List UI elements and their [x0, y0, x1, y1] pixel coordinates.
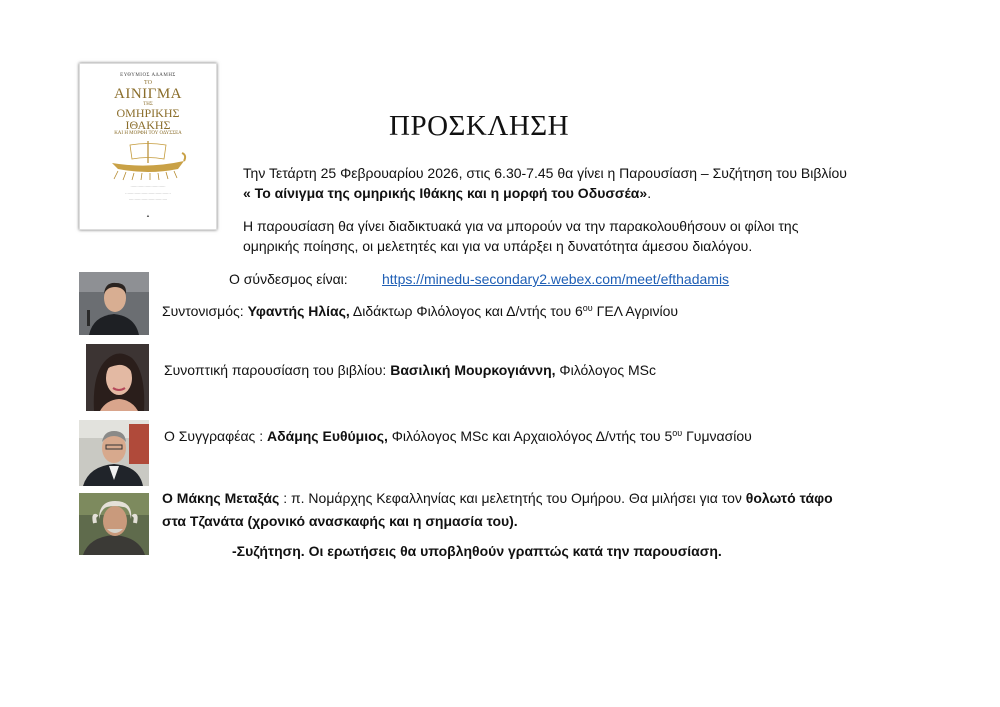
presenter-photo [86, 344, 149, 411]
online-line: ομηρικής ποίησης, οι μελετητές και για να υπάρξει η δυνατότητα άμεσου διαλόγου. [243, 238, 753, 254]
presenter-line [164, 360, 656, 380]
author-name: Αδάμης Ευθύμιος, [266, 428, 388, 444]
online-paragraph [243, 216, 798, 256]
superscript: ου [582, 303, 593, 313]
page-title: ΠΡΟΣΚΛΗΣΗ [389, 110, 570, 142]
coordinator-name: Υφαντής Ηλίας, [247, 303, 350, 319]
author-line [164, 426, 752, 446]
superscript: ου [672, 428, 683, 438]
cover-author: ΕΥΘΥΜΙΟΣ ΑΔΑΜΗΣ [120, 73, 176, 78]
guest-topic-cont: στα Τζανάτα (χρονικό ανασκαφής και η σημασία του). [162, 513, 518, 529]
cover-blurb: ………………………………… [125, 191, 171, 195]
book-cover [79, 63, 217, 230]
guest-paragraph [162, 488, 833, 531]
guest-topic: θολωτό τάφο [745, 490, 833, 506]
cover-title-line: ΑΙΝΙΓΜΑ [114, 86, 182, 102]
ship-illustration [108, 139, 188, 181]
intro-line: Την Τετάρτη 25 Φεβρουαρίου 2026, στις 6.30-7.45 θα γίνει η Παρουσίαση – Συζήτηση του Βιβλίου [243, 165, 847, 181]
cover-blurb: ………………………… [130, 184, 166, 188]
author-desc: Φιλόλογος MSc και Αρχαιολόγος Δ/ντής του 5 [387, 428, 673, 444]
guest-name: Ο Μάκης Μεταξάς [162, 490, 280, 506]
intro-paragraph [243, 163, 847, 203]
coordinator-desc: Διδάκτωρ Φιλόλογος και Δ/ντής του 6 [349, 303, 583, 319]
closing-text: -Συζήτηση. Οι ερωτήσεις θα υποβληθούν γραπτώς κατά την παρουσίαση. [232, 543, 722, 559]
cover-title-line: ΤΟ [144, 80, 152, 86]
cover-blurb: …………………………… [128, 197, 168, 201]
coordinator-role: Συντονισμός: [162, 303, 248, 319]
coordinator-desc-end: ΓΕΛ Αγρινίου [592, 303, 679, 319]
guest-desc: : π. Νομάρχης Κεφαλληνίας και μελετητής του Ομήρου. Θα μιλήσει για τον [279, 490, 746, 506]
cover-publisher: ▲ [146, 213, 150, 218]
online-line: Η παρουσίαση θα γίνει διαδικτυακά για να μπορούν να την παρακολουθήσουν οι φίλοι της [243, 218, 799, 234]
cover-title-line: ΟΜΗΡΙΚΗΣ [116, 106, 180, 120]
book-title: « Το αίνιγμα της ομηρικής Ιθάκης και η μορφή του Οδυσσέα» [243, 185, 648, 201]
closing-line [232, 541, 722, 561]
presenter-role: Συνοπτική παρουσίαση του βιβλίου: [164, 362, 391, 378]
cover-subtitle: ΚΑΙ Η ΜΟΡΦΗ ΤΟΥ ΟΔΥΣΣΕΑ [114, 131, 182, 136]
coordinator-photo [79, 272, 149, 335]
author-photo [79, 420, 149, 486]
guest-photo [79, 493, 149, 555]
link-label: Ο σύνδεσμος είναι: [229, 271, 348, 287]
author-role: Ο Συγγραφέας : [164, 428, 267, 444]
presenter-name: Βασιλική Μουρκογιάννη, [390, 362, 556, 378]
coordinator-line [162, 301, 678, 321]
author-desc-end: Γυμνασίου [682, 428, 752, 444]
webex-link[interactable]: https://minedu-secondary2.webex.com/meet/efthadamis [382, 271, 730, 287]
cover-title-line: ΙΘΑΚΗΣ [125, 118, 171, 132]
cover-title-line: ΤΗΣ [143, 102, 153, 107]
book-title-end: . [647, 185, 652, 201]
presenter-desc: Φιλόλογος MSc [555, 362, 657, 378]
